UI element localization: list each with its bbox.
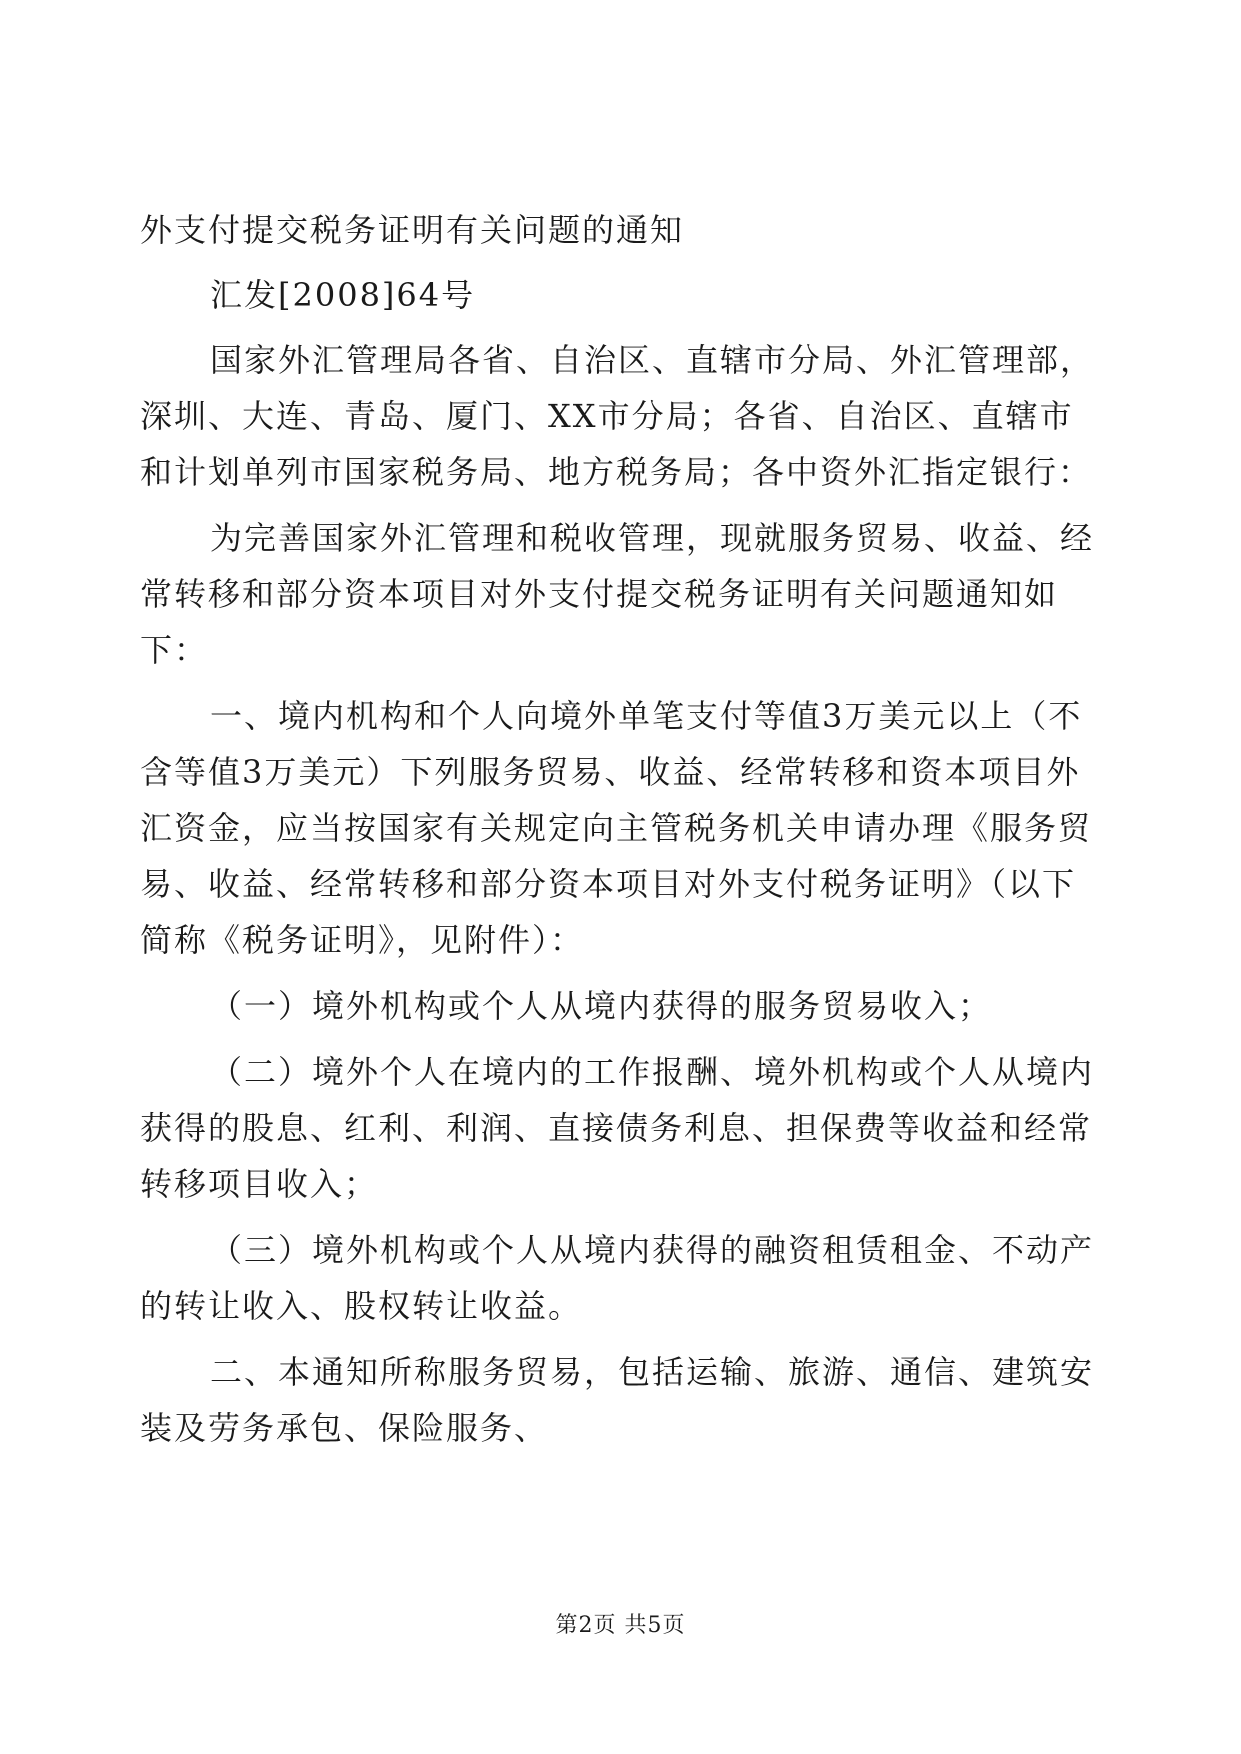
sub-item-three-line: 的转让收入、股权转让收益。 <box>140 1287 583 1325</box>
page-number-footer: 第2页 共5页 <box>555 1613 686 1638</box>
sub-item-two-line: 获得的股息、红利、利润、直接债务利息、担保费等收益和经常 <box>140 1109 1093 1147</box>
clause-one-line: 含等值3万美元）下列服务贸易、收益、经常转移和资本项目外 <box>140 753 1081 791</box>
intro-paragraph-line: 下： <box>140 631 209 669</box>
clause-two-line: 装及劳务承包、保险服务、 <box>140 1409 549 1447</box>
recipients-line: 深圳、大连、青岛、厦门、XX市分局；各省、自治区、直辖市 <box>140 397 1074 435</box>
clause-one-line: 易、收益、经常转移和部分资本项目对外支付税务证明》（以下 <box>140 865 1077 903</box>
recipients-line: 和计划单列市国家税务局、地方税务局；各中资外汇指定银行： <box>140 453 1093 491</box>
sub-item-two-line: （二）境外个人在境内的工作报酬、境外机构或个人从境内 <box>210 1053 1095 1091</box>
intro-paragraph-line: 为完善国家外汇管理和税收管理，现就服务贸易、收益、经 <box>210 519 1095 557</box>
recipients-line: 国家外汇管理局各省、自治区、直辖市分局、外汇管理部， <box>210 341 1095 379</box>
clause-one-line: 一、境内机构和个人向境外单笔支付等值3万美元以上（不 <box>210 697 1083 735</box>
sub-item-two-line: 转移项目收入； <box>140 1165 379 1203</box>
sub-item-three-line: （三）境外机构或个人从境内获得的融资租赁租金、不动产 <box>210 1231 1095 1269</box>
clause-one-line: 汇资金，应当按国家有关规定向主管税务机关申请办理《服务贸 <box>140 809 1093 847</box>
clause-one-line: 简称《税务证明》，见附件）： <box>140 921 585 959</box>
intro-paragraph-line: 常转移和部分资本项目对外支付提交税务证明有关问题通知如 <box>140 575 1059 613</box>
notice-title-line: 外支付提交税务证明有关问题的通知 <box>140 211 685 249</box>
document-number: 汇发[2008]64号 <box>210 276 476 314</box>
sub-item-one: （一）境外机构或个人从境内获得的服务贸易收入； <box>210 987 993 1025</box>
clause-two-line: 二、本通知所称服务贸易，包括运输、旅游、通信、建筑安 <box>210 1353 1095 1391</box>
